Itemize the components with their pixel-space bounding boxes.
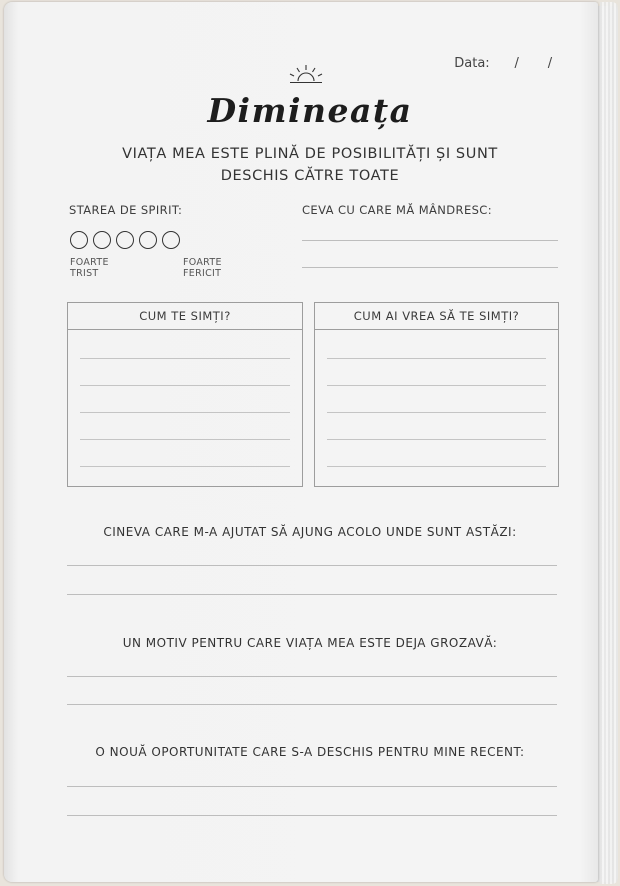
reason-prompt: UN MOTIV PENTRU CARE VIAȚA MEA ESTE DEJA GROZAVĂ: [122,636,498,650]
feeling-line-5[interactable] [80,466,290,467]
desired-line-4[interactable] [327,439,546,440]
date-label: Data: [454,56,490,71]
mood-low-line-2: TRIST [70,268,99,279]
feeling-line-1[interactable] [80,358,290,359]
proud-label: CEVA CU CARE MĂ MÂNDRESC: [302,203,493,217]
mood-option-5[interactable] [162,231,180,249]
desired-line-2[interactable] [327,385,546,386]
feeling-box [67,302,303,487]
sunrise-icon [286,63,326,85]
desired-line-3[interactable] [327,412,546,413]
feeling-box-title: CUM TE SIMȚI? [68,303,302,330]
proud-line-1[interactable] [302,240,558,241]
mood-low-label [70,257,109,279]
opportunity-line-2[interactable] [67,815,557,816]
mood-label: STAREA DE SPIRIT: [69,203,183,217]
proud-line-2[interactable] [302,267,558,268]
mood-low-line-1: FOARTE [70,257,109,268]
reason-line-2[interactable] [67,704,557,705]
opportunity-line-1[interactable] [67,786,557,787]
date-slashes: / / [514,56,553,71]
mood-option-3[interactable] [116,231,134,249]
opportunity-prompt: O NOUĂ OPORTUNITATE CARE S-A DESCHIS PENTRU MINE RECENT: [95,745,525,759]
subtitle-line-1: VIAȚA MEA ESTE PLINĂ DE POSIBILITĂȚI ȘI SUNT [122,146,498,162]
date-field[interactable] [446,41,552,71]
mood-scale [70,231,180,249]
mood-option-2[interactable] [93,231,111,249]
desired-feeling-box-title: CUM AI VREA SĂ TE SIMȚI? [315,303,558,330]
mood-high-label [183,257,222,279]
helper-prompt: CINEVA CARE M-A AJUTAT SĂ AJUNG ACOLO UNDE SUNT ASTĂZI: [103,525,517,539]
desired-line-5[interactable] [327,466,546,467]
mood-option-1[interactable] [70,231,88,249]
feeling-line-2[interactable] [80,385,290,386]
feeling-line-3[interactable] [80,412,290,413]
desired-line-1[interactable] [327,358,546,359]
mood-high-line-2: FERICIT [183,268,222,279]
reason-line-1[interactable] [67,676,557,677]
mood-option-4[interactable] [139,231,157,249]
page-subtitle [0,143,620,187]
feeling-line-4[interactable] [80,439,290,440]
mood-high-line-1: FOARTE [183,257,222,268]
helper-line-2[interactable] [67,594,557,595]
page-title: Dimineața [207,91,413,130]
helper-line-1[interactable] [67,565,557,566]
subtitle-line-2: DESCHIS CĂTRE TOATE [220,168,400,184]
desired-feeling-box [314,302,559,487]
